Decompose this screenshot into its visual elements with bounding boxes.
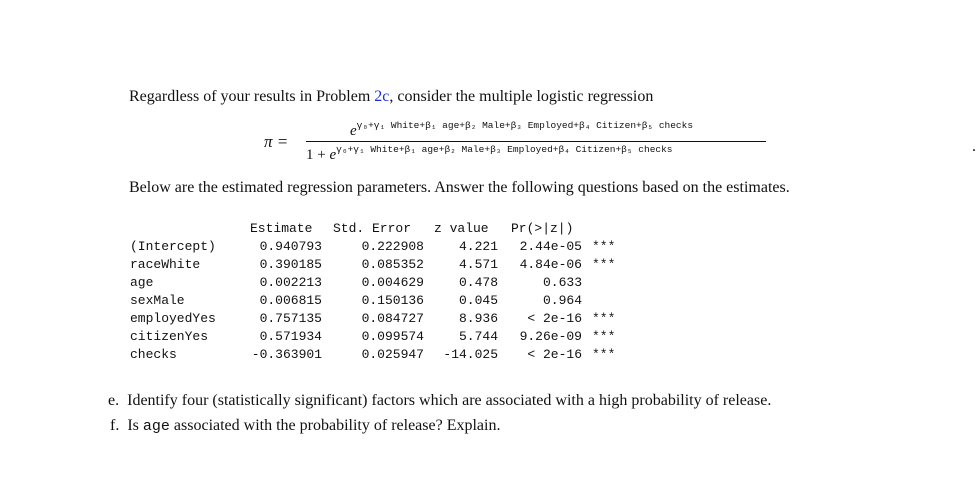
- row-estimate: 0.571934: [259, 329, 322, 344]
- row-std-error: 0.099574: [361, 329, 424, 344]
- row-name: sexMale: [130, 293, 185, 308]
- row-z-value: 8.936: [458, 311, 498, 326]
- row-std-error: 0.085352: [361, 257, 424, 272]
- numerator-e: e: [350, 123, 357, 139]
- row-p-value: 9.26e-09: [519, 329, 582, 344]
- row-significance: ***: [592, 311, 616, 326]
- question-e-label: e.: [108, 392, 120, 409]
- row-estimate: 0.940793: [259, 239, 322, 254]
- row-name: checks: [130, 347, 177, 362]
- question-f: [110, 417, 500, 435]
- row-z-value: -14.025: [443, 347, 498, 362]
- intro-text-after: , consider the multiple logistic regression: [389, 88, 654, 105]
- estimates-intro: Below are the estimated regression parameters. Answer the following questions based on the estimates.: [129, 179, 790, 196]
- header-std-error: Std. Error: [333, 221, 412, 236]
- row-estimate: 0.390185: [259, 257, 322, 272]
- row-name: employedYes: [130, 311, 216, 326]
- header-estimate: Estimate: [250, 221, 313, 236]
- question-f-label: f.: [110, 417, 120, 434]
- row-z-value: 5.744: [458, 329, 498, 344]
- intro-text-before: Regardless of your results in Problem: [129, 88, 375, 105]
- row-significance: ***: [592, 257, 616, 272]
- denominator-exponent: γ₀+γ₁ White+β₁ age+β₂ Male+β₃ Employed+β₄ Citizen+β₅ checks: [336, 144, 673, 155]
- row-std-error: 0.150136: [361, 293, 424, 308]
- header-p-value: Pr(>|z|): [511, 221, 574, 236]
- row-std-error: 0.222908: [361, 239, 424, 254]
- row-p-value: 2.44e-05: [519, 239, 582, 254]
- row-estimate: 0.006815: [259, 293, 322, 308]
- row-z-value: 0.045: [458, 293, 498, 308]
- intro-paragraph: [129, 88, 653, 106]
- row-std-error: 0.025947: [361, 347, 424, 362]
- row-name: citizenYes: [130, 329, 209, 344]
- formula-denominator: [306, 144, 673, 164]
- numerator-exponent: γ₀+γ₁ White+β₁ age+β₂ Male+β₃ Employed+β₄ Citizen+β₅ checks: [356, 120, 694, 131]
- row-std-error: 0.084727: [361, 311, 424, 326]
- formula-numerator: [350, 120, 693, 140]
- logistic-formula: [264, 118, 976, 163]
- row-estimate: -0.363901: [251, 347, 322, 362]
- row-significance: ***: [592, 239, 616, 254]
- question-e: [108, 392, 771, 410]
- row-p-value: < 2e-16: [527, 311, 582, 326]
- denominator-one: 1 +: [306, 147, 330, 163]
- row-name: raceWhite: [130, 257, 201, 272]
- question-f-code: age: [142, 418, 170, 435]
- row-name: age: [130, 275, 154, 290]
- row-significance: ***: [592, 347, 616, 362]
- formula-lhs: π =: [264, 132, 289, 151]
- question-f-before: Is: [127, 417, 143, 434]
- row-z-value: 0.478: [458, 275, 498, 290]
- question-e-text: Identify four (statistically significant) factors which are associated with a high probability of release.: [127, 392, 772, 409]
- header-z-value: z value: [434, 221, 489, 236]
- row-p-value: < 2e-16: [527, 347, 582, 362]
- question-f-text: [127, 417, 500, 434]
- row-z-value: 4.571: [458, 257, 498, 272]
- row-std-error: 0.004629: [361, 275, 424, 290]
- fraction-bar: [306, 141, 766, 142]
- row-z-value: 4.221: [458, 239, 498, 254]
- row-significance: ***: [592, 329, 616, 344]
- row-p-value: 4.84e-06: [519, 257, 582, 272]
- row-p-value: 0.964: [542, 293, 582, 308]
- row-estimate: 0.002213: [259, 275, 322, 290]
- row-estimate: 0.757135: [259, 311, 322, 326]
- row-p-value: 0.633: [542, 275, 582, 290]
- row-name: (Intercept): [130, 239, 216, 254]
- problem-2c-link[interactable]: 2c: [374, 88, 390, 105]
- question-f-after: associated with the probability of release? Explain.: [169, 417, 501, 434]
- formula-period: .: [972, 138, 976, 155]
- denominator-e: e: [329, 147, 337, 163]
